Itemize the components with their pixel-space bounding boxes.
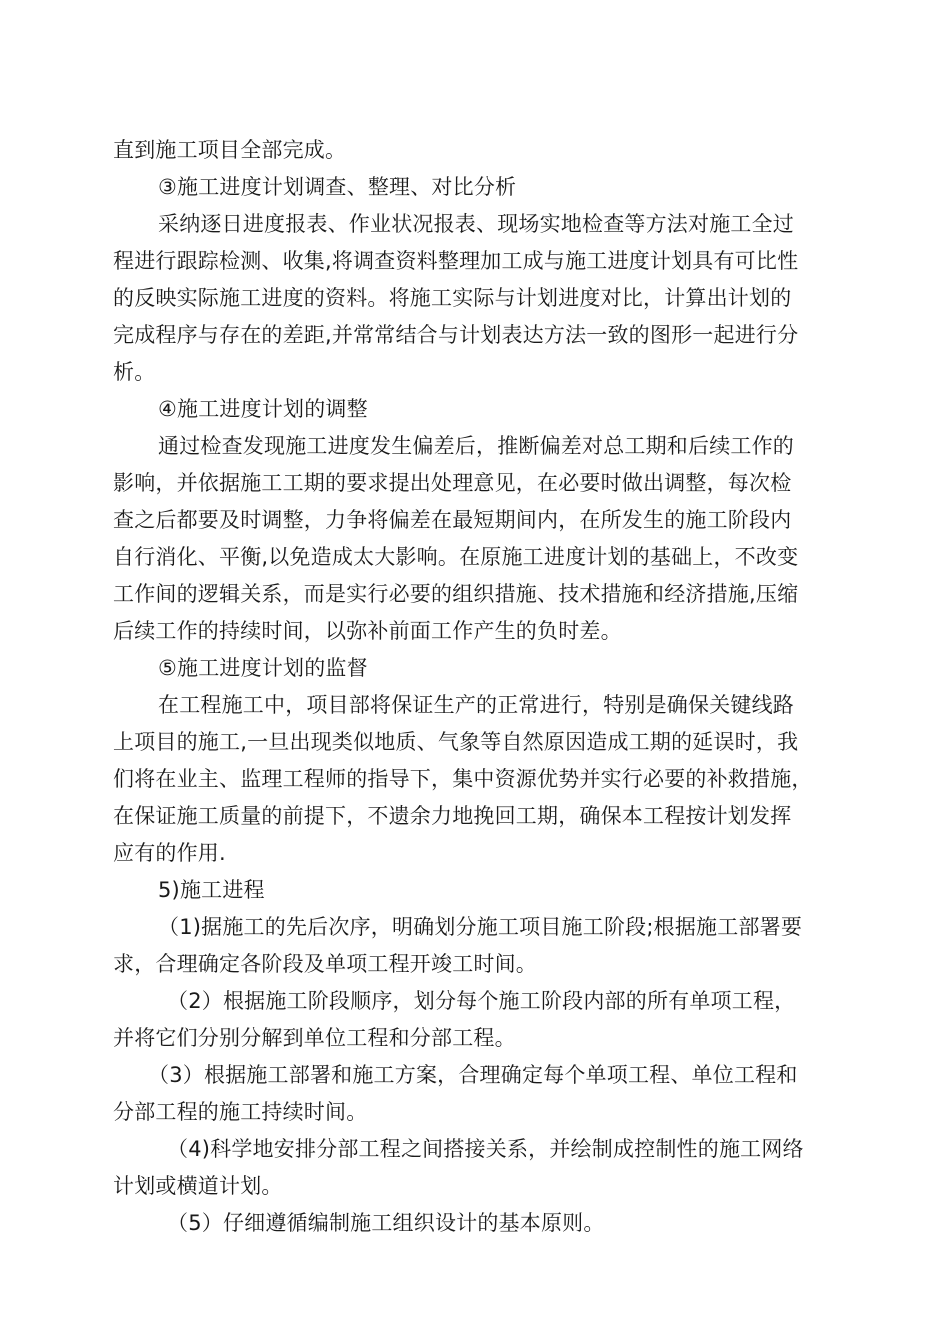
paragraph-line: 在保证施工质量的前提下，不遗余力地挽回工期，确保本工程按计划发挥	[113, 804, 792, 828]
paragraph-line: 通过检查发现施工进度发生偏差后，推断偏差对总工期和后续工作的	[158, 434, 794, 458]
paragraph-line: 查之后都要及时调整，力争将偏差在最短期间内，在所发生的施工阶段内	[113, 508, 792, 532]
list-item: （2）根据施工阶段顺序，划分每个施工阶段内部的所有单项工程，	[167, 989, 796, 1013]
list-item: （1)据施工的先后次序，明确划分施工项目施工阶段;根据施工部署要	[158, 915, 803, 939]
paragraph-line: 上项目的施工,一旦出现类似地质、气象等自然原因造成工期的延误时，我	[113, 730, 799, 754]
paragraph-line: 工作间的逻辑关系，而是实行必要的组织措施、技术措施和经济措施,压缩	[113, 582, 799, 606]
paragraph-line: 自行消化、平衡,以免造成太大影响。在原施工进度计划的基础上，不改变	[113, 545, 799, 569]
paragraph-line: 应有的作用.	[113, 841, 226, 865]
paragraph-line: 的反映实际施工进度的资料。将施工实际与计划进度对比，计算出计划的	[113, 286, 792, 310]
paragraph-line: 直到施工项目全部完成。	[113, 138, 347, 162]
paragraph-line: 并将它们分别分解到单位工程和分部工程。	[113, 1026, 516, 1050]
list-item: （4)科学地安排分部工程之间搭接关系，并绘制成控制性的施工网络	[167, 1137, 804, 1161]
paragraph-line: 完成程序与存在的差距,并常常结合与计划表达方法一致的图形一起进行分	[113, 323, 799, 347]
paragraph-line: 计划或横道计划。	[113, 1174, 283, 1198]
paragraph-line: 求，合理确定各阶段及单项工程开竣工时间。	[113, 952, 537, 976]
paragraph-line: 们将在业主、监理工程师的指导下，集中资源优势并实行必要的补救措施，	[113, 767, 813, 791]
paragraph-line: 后续工作的持续时间，以弥补前面工作产生的负时差。	[113, 619, 622, 643]
section-heading: ③施工进度计划调查、整理、对比分析	[158, 175, 517, 199]
list-item: （3）根据施工部署和施工方案，合理确定每个单项工程、单位工程和	[148, 1063, 798, 1087]
paragraph-line: 程进行跟踪检测、收集,将调查资料整理加工成与施工进度计划具有可比性	[113, 249, 799, 273]
section-heading: ④施工进度计划的调整	[158, 397, 368, 421]
paragraph-line: 在工程施工中，项目部将保证生产的正常进行，特别是确保关键线路	[158, 693, 794, 717]
paragraph-line: 影响，并依据施工工期的要求提出处理意见，在必要时做出调整，每次检	[113, 471, 792, 495]
section-heading: ⑤施工进度计划的监督	[158, 656, 368, 680]
paragraph-line: 分部工程的施工持续时间。	[113, 1100, 368, 1124]
list-item: （5）仔细遵循编制施工组织设计的基本原则。	[167, 1211, 605, 1235]
paragraph-line: 析。	[113, 360, 156, 384]
paragraph-line: 采纳逐日进度报表、作业状况报表、现场实地检查等方法对施工全过	[158, 212, 794, 236]
section-heading: 5)施工进程	[158, 878, 265, 902]
